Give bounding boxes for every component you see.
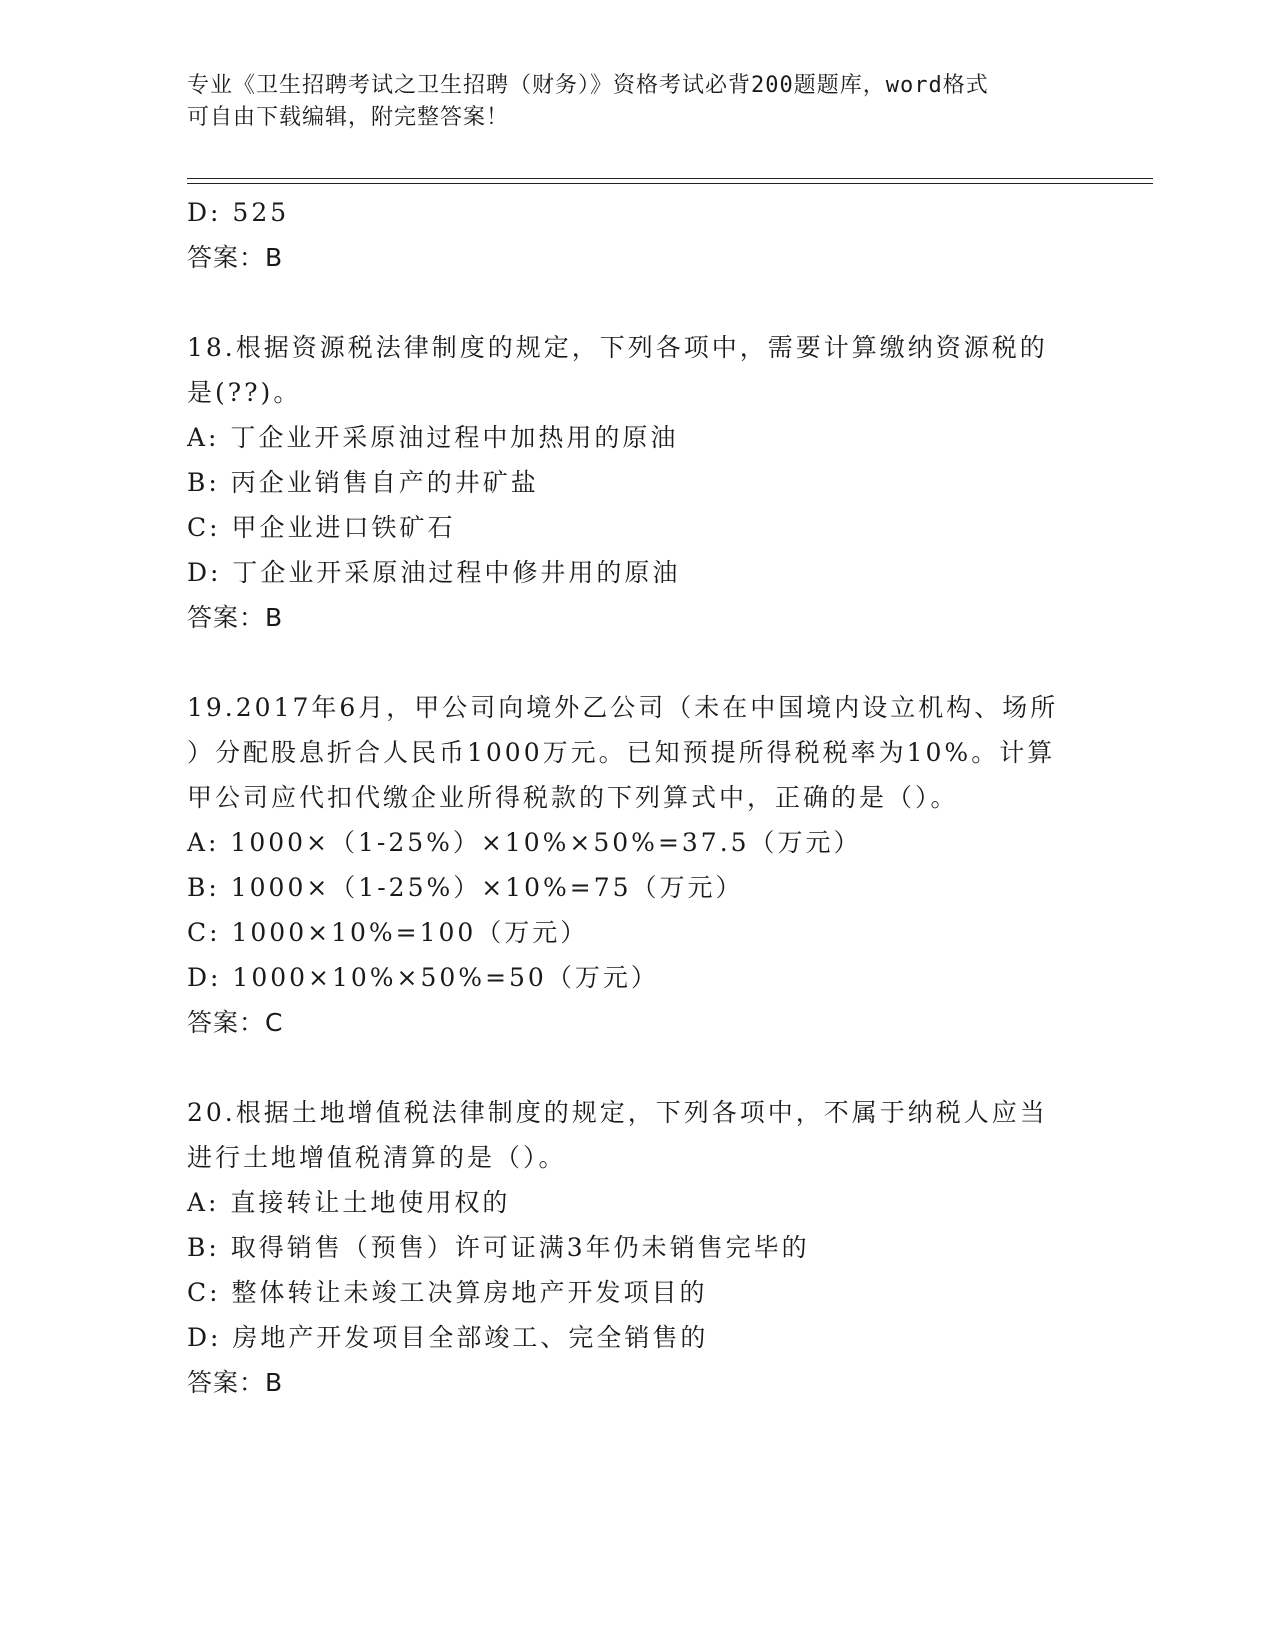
spacer [187,640,1087,685]
question-stem-line: ）分配股息折合人民币1000万元。已知预提所得税税率为10%。计算 [187,738,1056,767]
option-c: C: 甲企业进口铁矿石 [187,513,456,542]
question-stem-line: 18.根据资源税法律制度的规定，下列各项中，需要计算缴纳资源税的 [187,333,1048,362]
option-a: A: 直接转让土地使用权的 [187,1188,511,1217]
option-b: B: 1000×（1-25%）×10%=75（万元） [187,873,744,902]
option-d: D: 丁企业开采原油过程中修井用的原油 [187,558,681,587]
option-a: A: 1000×（1-25%）×10%×50%=37.5（万元） [187,828,862,857]
option-c: C: 1000×10%=100（万元） [187,918,589,947]
option-d: D: 1000×10%×50%=50（万元） [187,963,659,992]
prev-option-d: D: 525 [187,198,290,227]
question-18 [187,325,1087,640]
page-header [187,70,1067,134]
header-title-line-2: 可自由下载编辑，附完整答案！ [187,105,510,130]
question-19 [187,685,1087,1045]
question-content [187,190,1087,1405]
answer: 答案：C [187,1008,284,1037]
question-stem-line: 19.2017年6月，甲公司向境外乙公司（未在中国境内设立机构、场所 [187,693,1059,722]
option-b: B: 取得销售（预售）许可证满3年仍未销售完毕的 [187,1233,810,1262]
header-divider-bottom [187,183,1153,184]
option-c: C: 整体转让未竣工决算房地产开发项目的 [187,1278,708,1307]
option-b: B: 丙企业销售自产的井矿盐 [187,468,539,497]
spacer [187,280,1087,325]
prev-answer: 答案：B [187,243,284,272]
option-d: D: 房地产开发项目全部竣工、完全销售的 [187,1323,709,1352]
option-a: A: 丁企业开采原油过程中加热用的原油 [187,423,679,452]
spacer [187,1045,1087,1090]
answer: 答案：B [187,1368,284,1397]
question-stem-line: 进行土地增值税清算的是（）。 [187,1143,567,1172]
question-stem-line: 20.根据土地增值税法律制度的规定，下列各项中，不属于纳税人应当 [187,1098,1048,1127]
question-stem-line: 甲公司应代扣代缴企业所得税款的下列算式中，正确的是（）。 [187,783,959,812]
question-stem-line: 是(??)。 [187,378,302,407]
header-divider-top [187,178,1153,179]
header-title-line-1: 专业《卫生招聘考试之卫生招聘（财务）》资格考试必背200题题库，word格式 [187,73,989,98]
answer: 答案：B [187,603,284,632]
question-20 [187,1090,1087,1405]
